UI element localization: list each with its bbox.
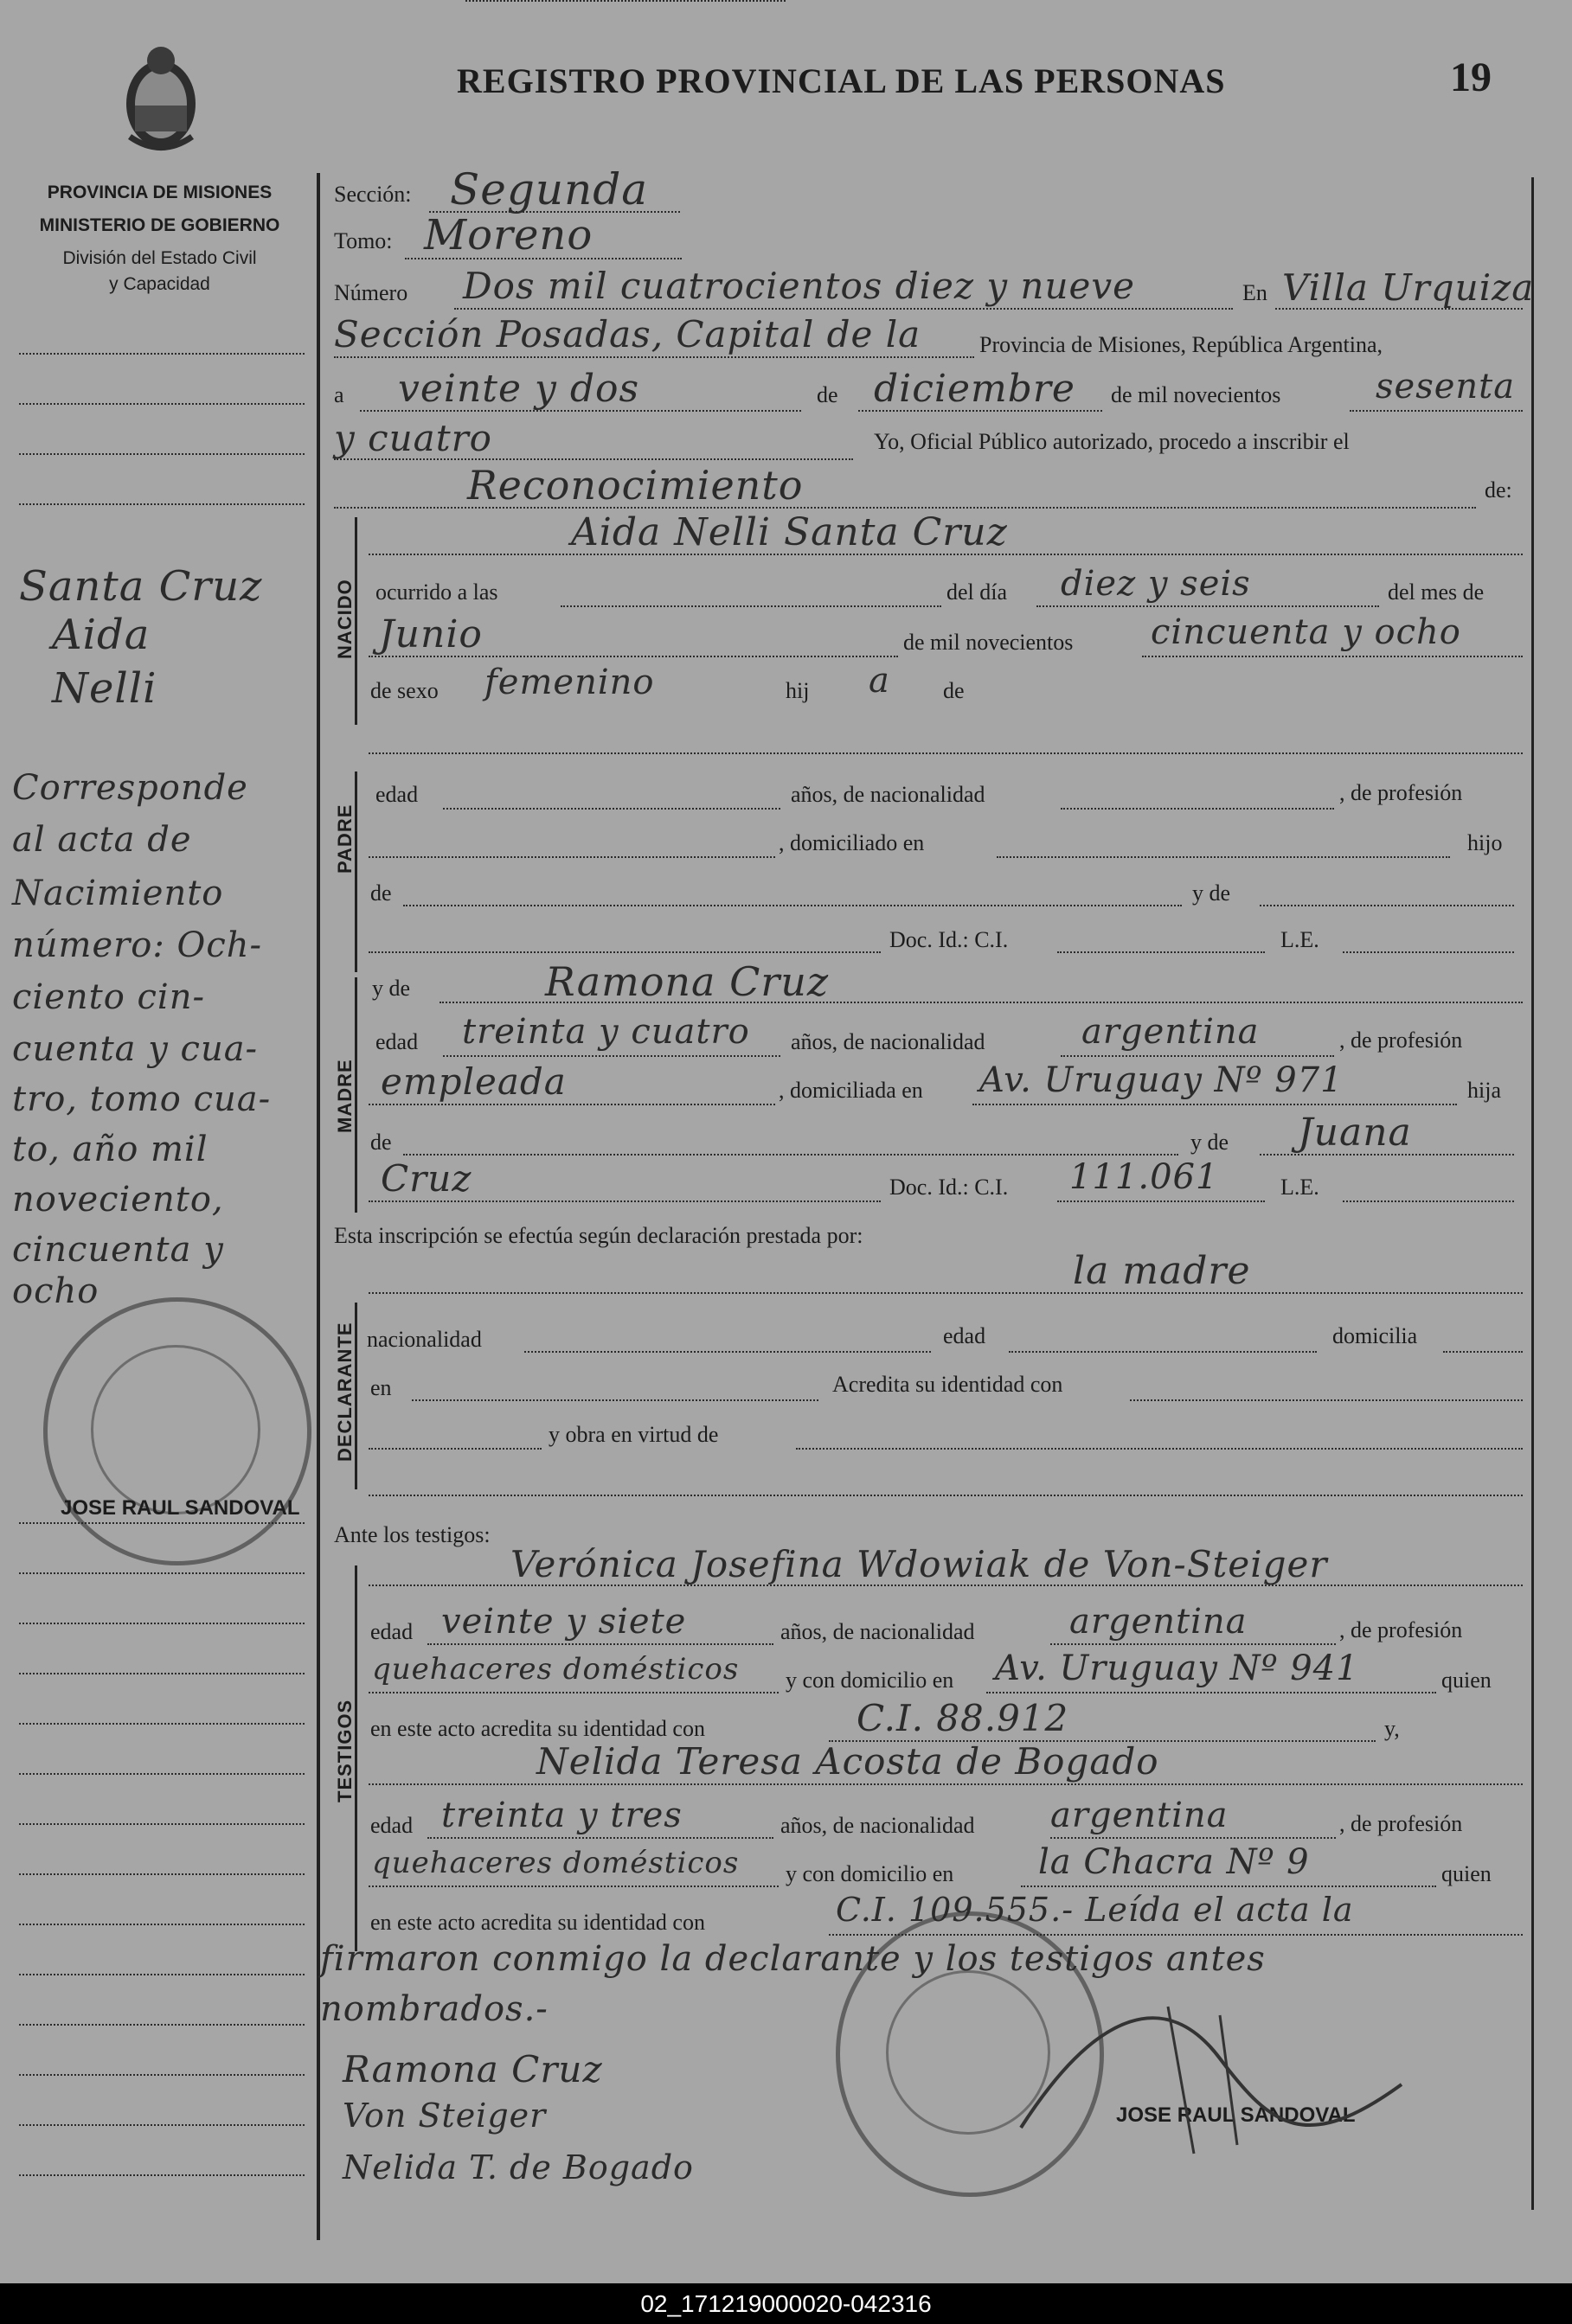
madre-dom-value: Av. Uruguay Nº 971 — [979, 1060, 1344, 1100]
hij-de-label: de — [943, 678, 965, 703]
margin-note-line: Nacimiento — [12, 874, 224, 913]
declarante-intro: Esta inscripción se efectúa según declaración prestada por: — [334, 1223, 863, 1248]
page-title: REGISTRO PROVINCIAL DE LAS PERSONAS — [457, 61, 1226, 100]
en-label: En — [1242, 280, 1267, 305]
madre-madre-value: Juana — [1298, 1111, 1412, 1155]
madre-doc-label: Doc. Id.: C.I. — [889, 1175, 1009, 1200]
t1-prof-label: , de profesión — [1339, 1617, 1463, 1642]
madre-y-de2-label: y de — [1190, 1130, 1229, 1155]
sexo-value: femenino — [484, 663, 655, 702]
official-seal-left-inner — [91, 1345, 260, 1514]
margin-note-line: ciento cin- — [12, 977, 205, 1017]
padre-nac-label: años, de nacionalidad — [791, 782, 985, 807]
t1-dom-label: y con domicilio en — [786, 1668, 954, 1693]
margin-name-3: Nelli — [52, 664, 157, 713]
margin-note-line: cincuenta y — [12, 1230, 224, 1270]
padre-le-label: L.E. — [1280, 927, 1319, 952]
t1-quien-label: quien — [1441, 1668, 1492, 1693]
padre-doc-label: Doc. Id.: C.I. — [889, 927, 1009, 952]
testigos-intro: Ante los testigos: — [334, 1522, 491, 1547]
signature-bogado: Nelida T. de Bogado — [343, 2148, 694, 2186]
del-dia-label: del día — [946, 579, 1008, 605]
testigo2-name: Nelida Teresa Acosta de Bogado — [536, 1740, 1159, 1783]
t1-prof-value: quehaceres domésticos — [372, 1652, 740, 1687]
margin-note-line: noveciento, — [12, 1180, 224, 1220]
nacido-mes-value: Junio — [379, 612, 483, 656]
de-colon: de: — [1485, 477, 1512, 503]
padre-side-label: PADRE — [334, 803, 356, 874]
margin-note-line: Corresponde — [12, 768, 248, 808]
anio-value: sesenta — [1376, 367, 1516, 407]
madre-nac-label: años, de nacionalidad — [791, 1029, 985, 1054]
madre-edad-label: edad — [375, 1029, 419, 1054]
officer-stamp-left: JOSE RAUL SANDOVAL — [61, 1496, 300, 1520]
numero-label: Número — [334, 280, 408, 305]
column-divider — [317, 173, 320, 2240]
padre-prof-label: , de profesión — [1339, 780, 1463, 805]
madre-de-label: de — [370, 1130, 392, 1155]
t1-y-label: y, — [1384, 1716, 1400, 1741]
declarante-acredita-label: Acredita su identidad con — [832, 1372, 1063, 1397]
ocurrido-label: ocurrido a las — [375, 579, 498, 605]
numero-value: Dos mil cuatrocientos diez y nueve — [463, 265, 1135, 307]
declarante-side-label: DECLARANTE — [334, 1322, 356, 1462]
declarante-nac-label: nacionalidad — [367, 1327, 482, 1352]
madre-prof-value: empleada — [381, 1060, 567, 1103]
del-mes-label: del mes de — [1388, 579, 1485, 605]
t2-prof-label: , de profesión — [1339, 1811, 1463, 1836]
officer-stamp-right: JOSE RAUL SANDOVAL — [1116, 2103, 1356, 2127]
t2-nac-value: argentina — [1050, 1796, 1229, 1835]
acto-value: Reconocimiento — [467, 462, 804, 509]
t2-prof-value: quehaceres domésticos — [372, 1846, 740, 1880]
t1-nac-label: años, de nacionalidad — [780, 1619, 975, 1644]
division-label: División del Estado Civil — [62, 248, 257, 268]
madre-doc-value: 111.061 — [1069, 1157, 1219, 1197]
division-label-2: y Capacidad — [109, 274, 210, 294]
image-id-bar: 02_171219000020-042316 — [0, 2283, 1572, 2324]
margin-note-line: número: Och- — [12, 925, 262, 965]
nacido-anio-value: cincuenta y ocho — [1151, 612, 1461, 652]
signature-von-steiger: Von Steiger — [343, 2097, 547, 2135]
right-border — [1531, 177, 1534, 2210]
t2-quien-label: quien — [1441, 1861, 1492, 1886]
a-label: a — [334, 382, 344, 407]
tomo-label: Tomo: — [334, 228, 393, 253]
nacido-mil-label: de mil novecientos — [903, 630, 1074, 655]
padre-y-de-label: y de — [1192, 880, 1231, 906]
seccion-label: Sección: — [334, 182, 412, 207]
sexo-label: de sexo — [370, 678, 439, 703]
oficial-text: Yo, Oficial Público autorizado, procedo a inscribir el — [874, 429, 1350, 454]
t1-dom-value: Av. Uruguay Nº 941 — [995, 1649, 1359, 1688]
madre-apellido-value: Cruz — [381, 1157, 472, 1200]
madre-dom-label: , domiciliada en — [779, 1078, 923, 1103]
t2-acredita-label: en este acto acredita su identidad con — [370, 1910, 705, 1935]
declarante-en-label: en — [370, 1375, 392, 1400]
padre-edad-label: edad — [375, 782, 419, 807]
t2-doc-value: C.I. 109.555.- Leída el acta la — [836, 1891, 1354, 1929]
dia-value: veinte y dos — [398, 367, 640, 411]
mil-label: de mil novecientos — [1111, 382, 1281, 407]
province-line: Provincia de Misiones, República Argentina, — [979, 332, 1383, 357]
anio-value-cont: y cuatro — [334, 417, 492, 459]
margin-name-1: Santa Cruz — [19, 562, 263, 611]
t2-edad-value: treinta y tres — [441, 1796, 683, 1835]
closing-line-1: firmaron conmigo la declarante y los testigos antes — [320, 1939, 1266, 1979]
padre-hijo-label: hijo — [1467, 830, 1503, 855]
margin-name-2: Aida — [52, 611, 151, 659]
margin-note-line: al acta de — [12, 820, 192, 860]
t2-dom-value: la Chacra Nº 9 — [1038, 1842, 1310, 1882]
margin-note-line: tro, tomo cua- — [12, 1079, 272, 1119]
seccion-posadas-value: Sección Posadas, Capital de la — [334, 313, 921, 355]
page-number: 19 — [1450, 54, 1492, 100]
madre-hija-label: hija — [1467, 1078, 1501, 1103]
t1-doc-value: C.I. 88.912 — [857, 1697, 1069, 1739]
t2-edad-label: edad — [370, 1813, 414, 1838]
t1-acredita-label: en este acto acredita su identidad con — [370, 1716, 705, 1741]
testigo1-name: Verónica Josefina Wdowiak de Von-Steiger — [510, 1543, 1328, 1585]
closing-line-2: nombrados.- — [320, 1989, 549, 2029]
hij-value: a — [869, 661, 890, 701]
madre-nac-value: argentina — [1081, 1012, 1260, 1052]
margin-note-line: cuenta y cua- — [12, 1029, 259, 1069]
madre-side-label: MADRE — [334, 1059, 356, 1133]
madre-prof-label: , de profesión — [1339, 1028, 1463, 1053]
ministry-label: MINISTERIO DE GOBIERNO — [39, 215, 280, 235]
officer-signature-icon — [995, 1955, 1428, 2180]
province-label: PROVINCIA DE MISIONES — [47, 182, 273, 202]
nacido-dia-value: diez y seis — [1061, 564, 1251, 604]
margin-note-line: ocho — [12, 1271, 99, 1311]
padre-de-label: de — [370, 880, 392, 906]
t1-edad-value: veinte y siete — [441, 1602, 687, 1642]
mes-value: diciembre — [874, 367, 1075, 411]
seccion-value: Segunda — [450, 164, 649, 214]
margin-note-line: to, año mil — [12, 1130, 209, 1169]
t1-nac-value: argentina — [1069, 1602, 1248, 1642]
en-value: Villa Urquiza — [1282, 266, 1535, 309]
nombre-value: Aida Nelli Santa Cruz — [571, 510, 1008, 554]
coat-of-arms-icon — [112, 42, 209, 154]
nacido-side-label: NACIDO — [334, 579, 356, 659]
madre-edad-value: treinta y cuatro — [462, 1012, 750, 1052]
testigos-side-label: TESTIGOS — [334, 1699, 356, 1802]
hij-label: hij — [786, 678, 810, 703]
t1-edad-label: edad — [370, 1619, 414, 1644]
declarante-obra-label: y obra en virtud de — [549, 1422, 719, 1447]
tomo-value: Moreno — [424, 211, 594, 259]
t2-dom-label: y con domicilio en — [786, 1861, 954, 1886]
padre-dom-label: , domiciliado en — [779, 830, 925, 855]
madre-le-label: L.E. — [1280, 1175, 1319, 1200]
madre-nombre-value: Ramona Cruz — [545, 958, 830, 1005]
declarante-value: la madre — [1073, 1249, 1251, 1293]
declarante-dom-label: domicilia — [1332, 1323, 1418, 1348]
declarante-edad-label: edad — [943, 1323, 986, 1348]
de-label: de — [817, 382, 838, 407]
signature-ramona-cruz: Ramona Cruz — [343, 2048, 603, 2090]
madre-y-de-label: y de — [372, 976, 411, 1001]
t2-nac-label: años, de nacionalidad — [780, 1813, 975, 1838]
